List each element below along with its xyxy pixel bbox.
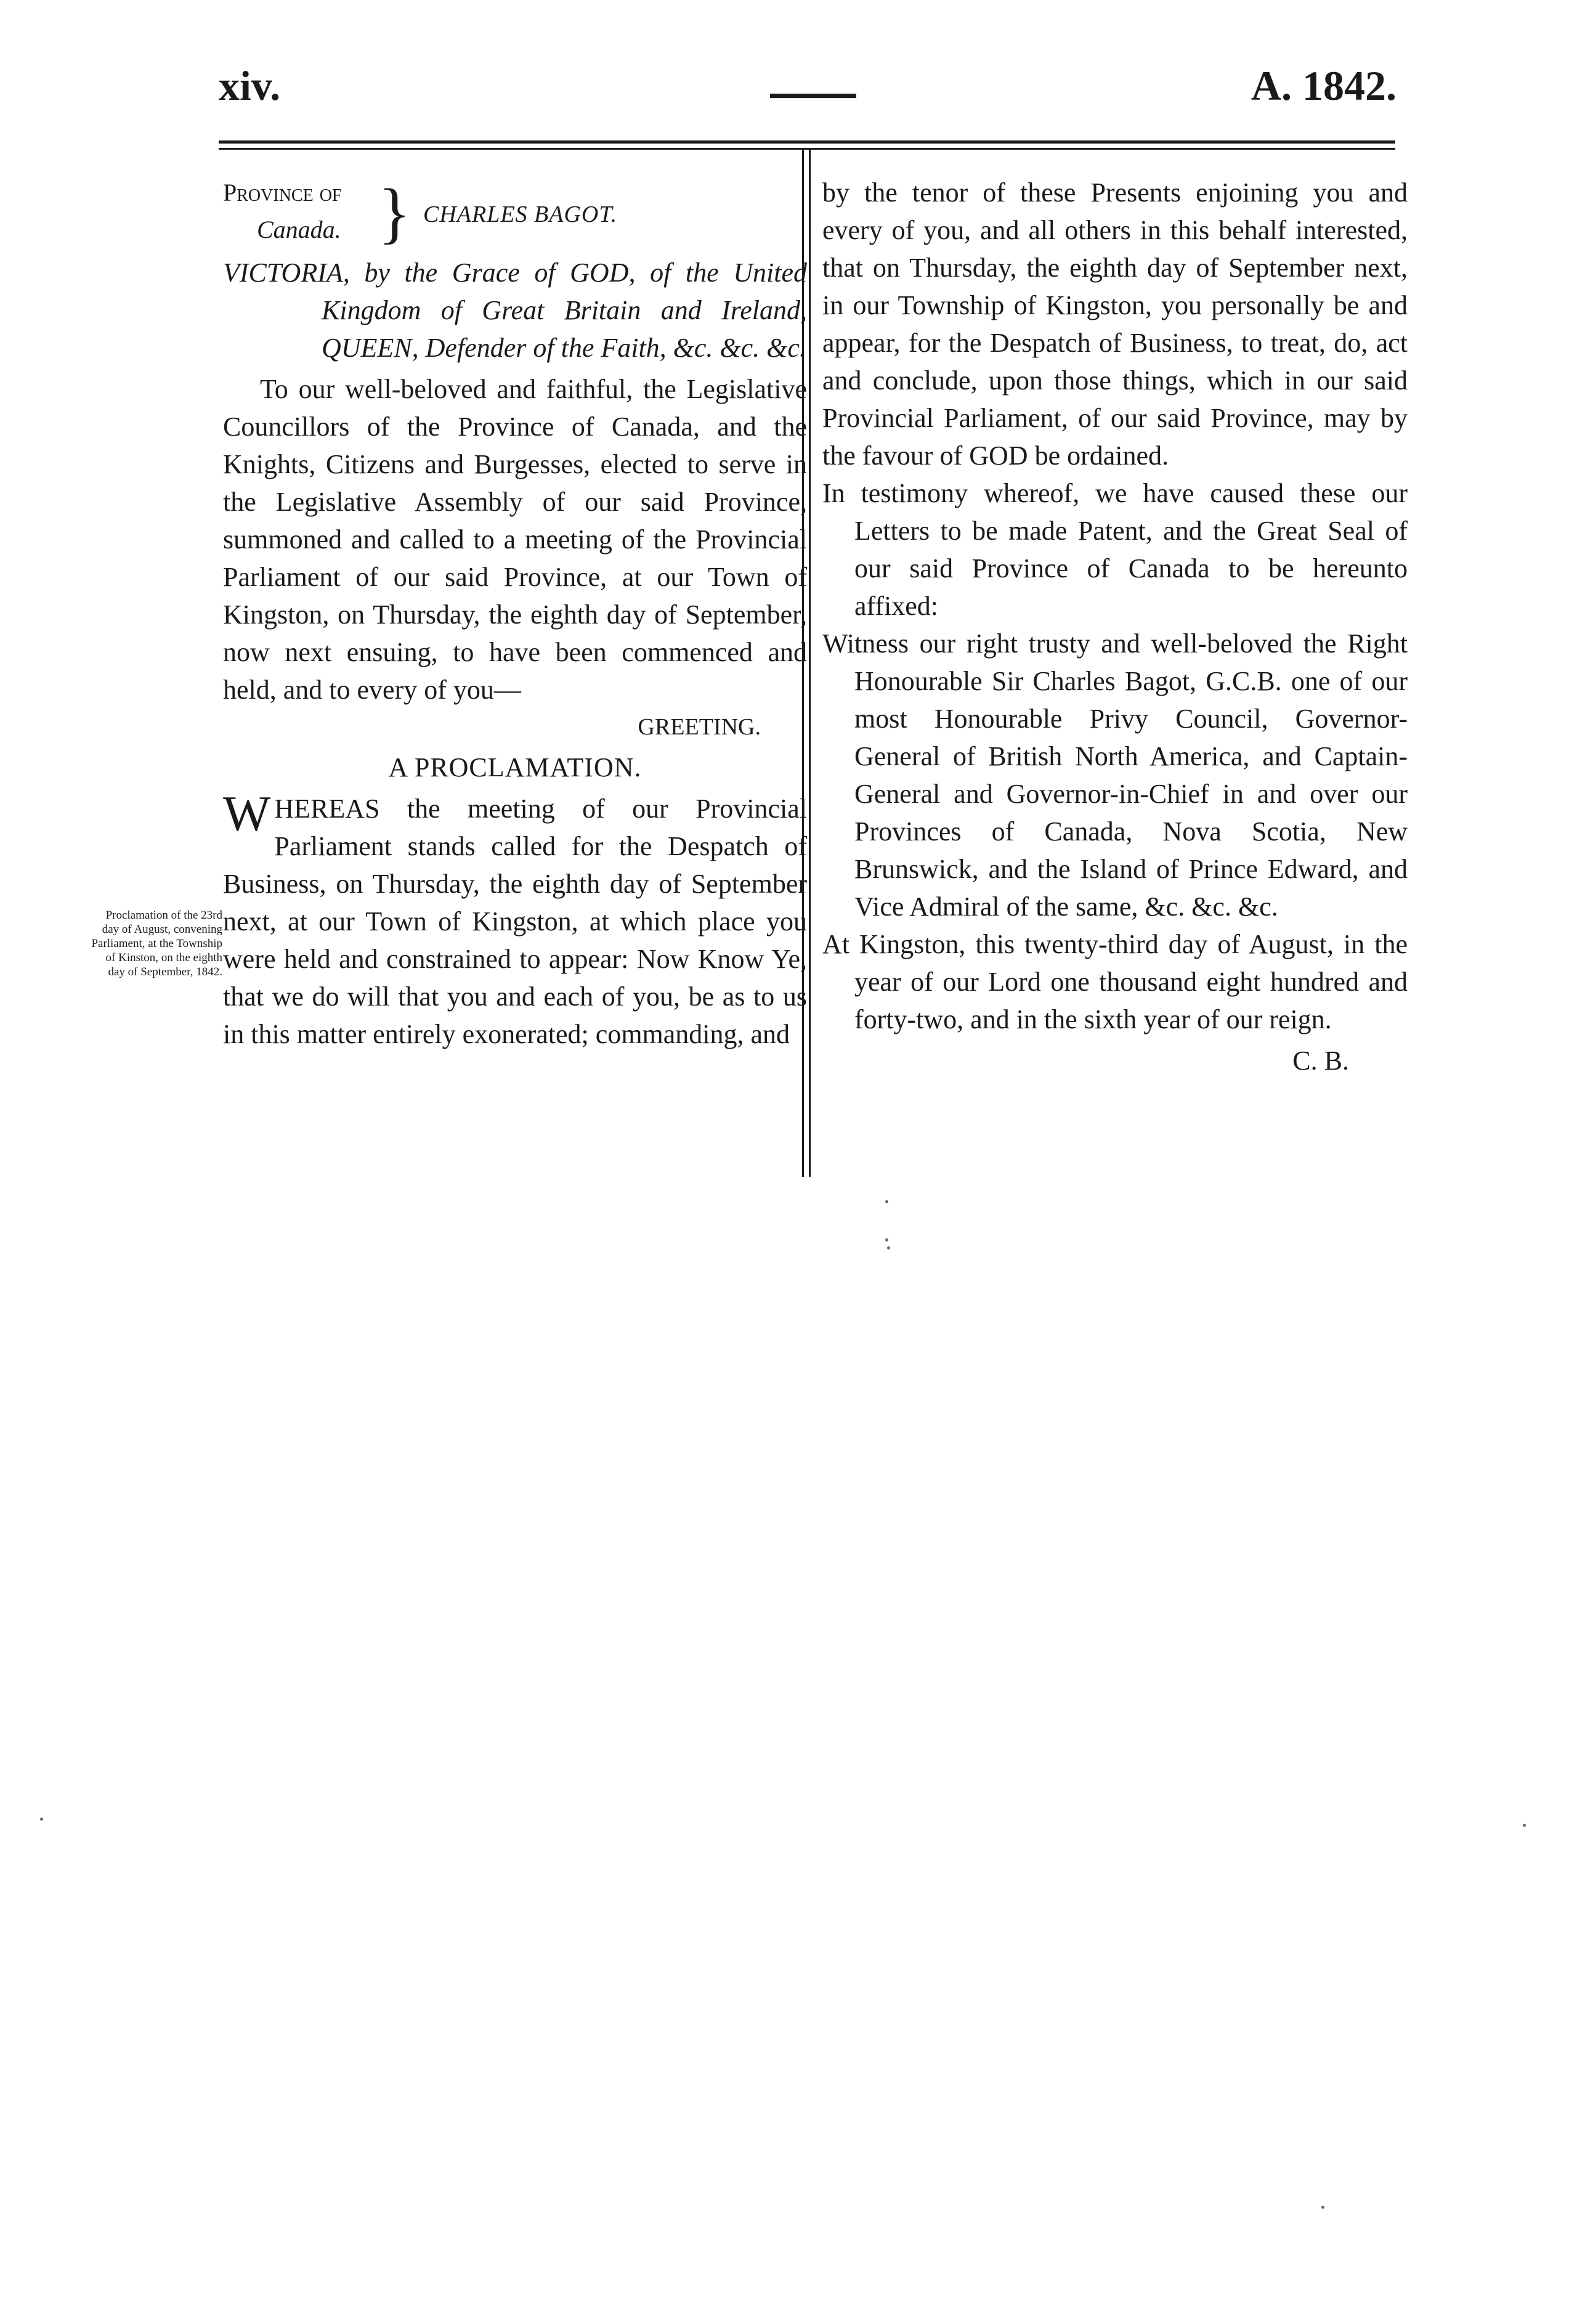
drop-cap: W bbox=[223, 786, 271, 842]
page-number: xiv. bbox=[219, 62, 281, 109]
testimony-paragraph: In testimony whereof, we have caused these our Letters to be made Patent, and the Great Seal of our said Province of Canada to be hereunto affixed: bbox=[822, 478, 1408, 621]
greeting: GREETING. bbox=[638, 714, 761, 740]
province-name: Canada. bbox=[257, 216, 341, 243]
left-column bbox=[223, 174, 807, 1053]
header-year: A. 1842. bbox=[1251, 62, 1397, 109]
page-speck bbox=[40, 1818, 43, 1821]
witness-paragraph: Witness our right trusty and well-beloved the Right Honourable Sir Charles Bagot, G.C.B. one of our most Honourable Privy Council, Governor-General of British North America, and Captain-General and Governor-in-Chief in and over our Provinces of Canada, Nova Scotia, New Brunswick, and the Island of Prince Edward, and Vice Admiral of the same, &c. &c. &c. bbox=[822, 628, 1408, 922]
royal-style: VICTORIA, by the Grace of GOD, of the United Kingdom of Great Britain and Ireland, QUEEN, Defender of the Faith, &c. &c. &c. bbox=[223, 258, 807, 363]
page-speck bbox=[885, 1200, 888, 1203]
proclamation-title: A PROCLAMATION. bbox=[388, 752, 642, 782]
province-of-label: Province of bbox=[223, 179, 342, 206]
address-paragraph: To our well-beloved and faithful, the Legislative Councillors of the Province of Canada, and the Knights, Citizens and Burgesses, elected to serve in the Legislative Assembly of our said Province, summoned and called to a meeting of the Provincial Parliament of our said Province, at our Town of Kingston, on Thursday, the eighth day of September, now next ensuing, to have been commenced and held, and to every of you— bbox=[223, 374, 807, 705]
whereas-paragraph bbox=[223, 786, 807, 1053]
proclamation-heading bbox=[223, 174, 807, 254]
header-dash bbox=[770, 94, 856, 98]
page-speck bbox=[1321, 2206, 1324, 2209]
governor-name: CHARLES BAGOT. bbox=[423, 201, 618, 227]
page-speck bbox=[887, 1246, 890, 1249]
brace-icon: } bbox=[378, 175, 411, 250]
margin-note: Proclamation of the 23rd day of August, convening Parliament, at the Township of Kinston, on the eighth day of September, 1842. bbox=[91, 909, 222, 978]
page-speck bbox=[1523, 1824, 1526, 1827]
signature: C. B. bbox=[1292, 1046, 1349, 1076]
continuation-paragraph: by the tenor of these Presents enjoining you and every of you, and all others in this behalf interested, that on Thursday, the eighth day of September next, in our Township of Kingston, you personally be and appear, for the Despatch of Business, to treat, do, act and conclude, upon those things, which in our said Provincial Parliament, of our said Province, may by the favour of GOD be ordained. bbox=[822, 177, 1408, 471]
header-rule-thick bbox=[219, 140, 1395, 144]
dated-paragraph: At Kingston, this twenty-third day of August, in the year of our Lord one thousand eight hundred and forty-two, and in the sixth year of our reign. bbox=[822, 929, 1408, 1034]
right-column bbox=[822, 174, 1408, 1079]
whereas-body: HEREAS the meeting of our Provincial Parliament stands called for the Despatch of Business, on Thursday, the eighth day of September next, at our Town of Kingston, at which place you were held and constrained to appear: Now Know Ye, that we do will that you and each of you, be as to us in this matter entirely exonerated; commanding, and bbox=[223, 794, 807, 1049]
page-speck bbox=[885, 1238, 888, 1241]
